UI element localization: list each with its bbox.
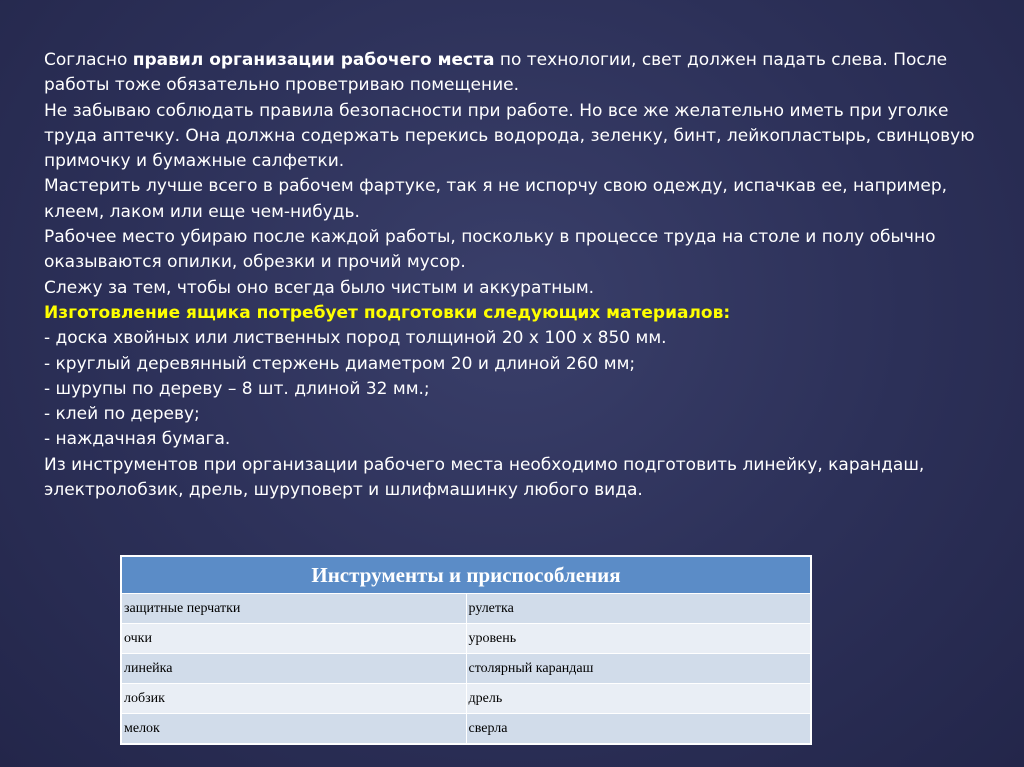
paragraph-cleanliness: Слежу за тем, чтобы оно всегда было чистым и аккуратным.: [44, 277, 595, 298]
table-cell: мелок: [121, 714, 466, 745]
table-cell: рулетка: [466, 594, 811, 624]
table-cell: уровень: [466, 624, 811, 654]
table-row: [121, 684, 811, 714]
table-cell: столярный карандаш: [466, 654, 811, 684]
materials-item: - шурупы по дереву – 8 шт. длиной 32 мм.;: [44, 378, 430, 399]
materials-item: - доска хвойных или лиственных пород толщиной 20 х 100 х 850 мм.: [44, 328, 667, 349]
paragraph-text: Согласно: [44, 50, 133, 70]
paragraph-tools: Из инструментов при организации рабочего места необходимо подготовить линейку, карандаш, электролобзик, дрель, шуруповерт и шлифмашинку любого вида.: [44, 454, 925, 501]
tools-table: [120, 555, 812, 745]
table-cell: очки: [121, 624, 466, 654]
table-row: [121, 714, 811, 745]
materials-item: - круглый деревянный стержень диаметром 20 и длиной 260 мм;: [44, 353, 636, 374]
table-row: [121, 594, 811, 624]
materials-item: - клей по дереву;: [44, 404, 200, 425]
materials-heading: Изготовление ящика потребует подготовки следующих материалов:: [44, 302, 731, 323]
table-row: [121, 654, 811, 684]
paragraph-text: по технологии, свет должен падать слева. После работы тоже обязательно проветриваю помещение.: [44, 50, 948, 96]
table-title: Инструменты и приспособления: [121, 556, 811, 594]
bold-phrase: правил организации рабочего места: [132, 50, 495, 70]
paragraph-safety: Не забываю соблюдать правила безопасности при работе. Но все же желательно иметь при уголке труда аптечку. Она должна содержать перекись водорода, зеленку, бинт, лейкопластырь, свинцовую примочку и бумажные салфетки.: [44, 100, 975, 172]
table-cell: дрель: [466, 684, 811, 714]
paragraph-workplace-rules: [44, 48, 994, 99]
paragraph-cleanup: Рабочее место убираю после каждой работы, поскольку в процессе труда на столе и полу обычно оказываются опилки, обрезки и прочий мусор.: [44, 227, 936, 273]
paragraph-apron: Мастерить лучше всего в рабочем фартуке, так я не испорчу свою одежду, испачкав ее, например, клеем, лаком или еще чем-нибудь.: [44, 176, 948, 222]
table-cell: лобзик: [121, 684, 466, 714]
table-cell: сверла: [466, 714, 811, 745]
table-row: [121, 624, 811, 654]
table-cell: защитные перчатки: [121, 594, 466, 624]
table-header-row: [121, 556, 811, 594]
table-cell: линейка: [121, 654, 466, 684]
materials-item: - наждачная бумага.: [44, 429, 231, 450]
slide-body-text: [44, 48, 994, 503]
